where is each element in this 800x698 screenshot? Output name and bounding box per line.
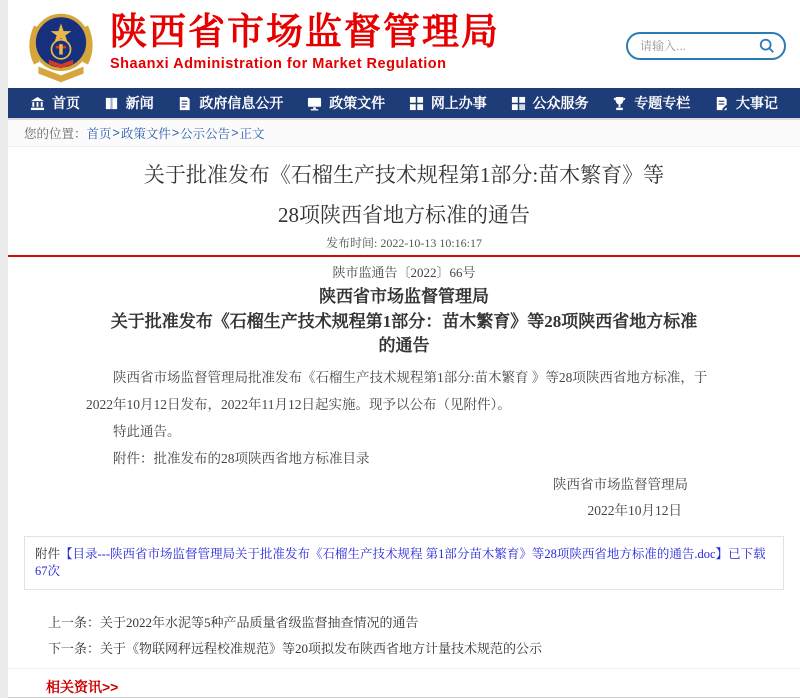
nav-item-label: 新闻 [125,95,154,111]
search-box [626,32,786,60]
doc-title-heading: 关于批准发布《石榴生产技术规程第1部分：苗木繁育》等28项陕西省地方标准的通告 [110,312,698,355]
nav-item-public-services[interactable] [511,93,589,113]
attachment-row [24,536,784,590]
nav-item-label: 专题专栏 [634,95,691,111]
document-icon [177,96,192,111]
doc-number: 陕市监通告〔2022〕66号 [332,265,476,280]
nav-item-online-services[interactable] [409,93,487,113]
nav-item-policy[interactable] [307,93,385,113]
nav-item-label: 公众服务 [532,95,589,111]
nav-item-label: 网上办事 [430,95,487,111]
search-icon[interactable] [758,37,776,55]
article-pager [8,610,800,662]
related-news-title[interactable]: 相关资讯>> [46,679,119,695]
nav-item-label: 大事记 [735,95,778,111]
site-header [8,0,800,88]
book-icon [104,96,119,111]
attachment-prefix: 附件 [35,547,61,561]
prev-label: 上一条： [48,615,101,630]
article-body [8,364,800,472]
breadcrumb-separator: > [171,126,180,140]
breadcrumb-separator: > [231,126,239,140]
signature-block [8,472,800,524]
body-paragraph: 特此通告。 [113,424,181,439]
doc-org-heading: 陕西省市场监督管理局 [319,287,489,306]
page-title-line2: 28项陕西省地方标准的通告 [278,203,530,227]
nav-item-news[interactable] [104,93,154,113]
next-article-row [48,636,760,662]
breadcrumb-label: 您的位置： [24,127,87,141]
next-label: 下一条： [48,641,101,656]
site-title: 陕西省市场监督管理局 [110,11,500,52]
next-article-link[interactable]: 关于《物联网秤远程校准规范》等20项拟发布陕西省地方计量技术规范的公示 [100,641,543,656]
document-pen-icon [714,96,729,111]
page-title-line1: 关于批准发布《石榴生产技术规程第1部分:苗木繁育》等 [143,163,665,187]
signature-org: 陕西省市场监督管理局 [553,477,688,492]
grid-icon [409,96,424,111]
agency-emblem-logo [16,6,106,84]
breadcrumb-home[interactable]: 首页 [86,127,112,141]
prev-article-link[interactable]: 关于2022年水泥等5种产品质量省级监督抽查情况的通告 [100,615,419,630]
nav-item-label: 政府信息公开 [199,95,284,111]
nav-item-home[interactable] [30,93,80,113]
body-paragraph: 附件：批准发布的28项陕西省地方标准目录 [113,451,370,466]
article [8,147,800,668]
related-news-panel [8,668,800,698]
body-paragraph: 陕西省市场监督管理局批准发布《石榴生产技术规程第1部分:苗木繁育 》等28项陕西省地方标准，于2022年10月12日发布，2022年11月12日起实施。现予以公布（见附件）。 [86,370,708,412]
monitor-icon [307,96,322,111]
search-input[interactable] [640,39,758,53]
attachment-link[interactable]: 【目录---陕西省市场监督管理局关于批准发布《石榴生产技术规程 第1部分苗木繁育》等28项陕西省地方标准的通告.doc】 [60,547,729,561]
nav-item-gov-info[interactable] [177,93,283,113]
nav-item-memorabilia[interactable] [714,93,778,113]
nav-item-label: 政策文件 [329,95,386,111]
main-nav [8,88,800,120]
grid-icon [511,96,526,111]
trophy-icon [612,96,627,111]
site-subtitle: Shaanxi Administration for Market Regulation [110,56,447,72]
breadcrumb-separator: > [112,126,120,140]
nav-item-label: 首页 [52,95,80,111]
attachment-download-count: 已下载67次 [35,547,766,578]
signature-date: 2022年10月12日 [587,503,682,518]
breadcrumb-policy[interactable]: 政策文件 [120,127,171,141]
bank-icon [30,96,45,111]
red-divider [8,255,800,257]
publish-time: 发布时间: 2022-10-13 10:16:17 [326,236,482,250]
nav-item-special-topics[interactable] [612,93,690,113]
breadcrumb [8,120,800,147]
breadcrumb-current[interactable]: 正文 [239,127,265,141]
prev-article-row [48,610,760,636]
page [8,0,800,698]
breadcrumb-notices[interactable]: 公示公告 [180,127,231,141]
